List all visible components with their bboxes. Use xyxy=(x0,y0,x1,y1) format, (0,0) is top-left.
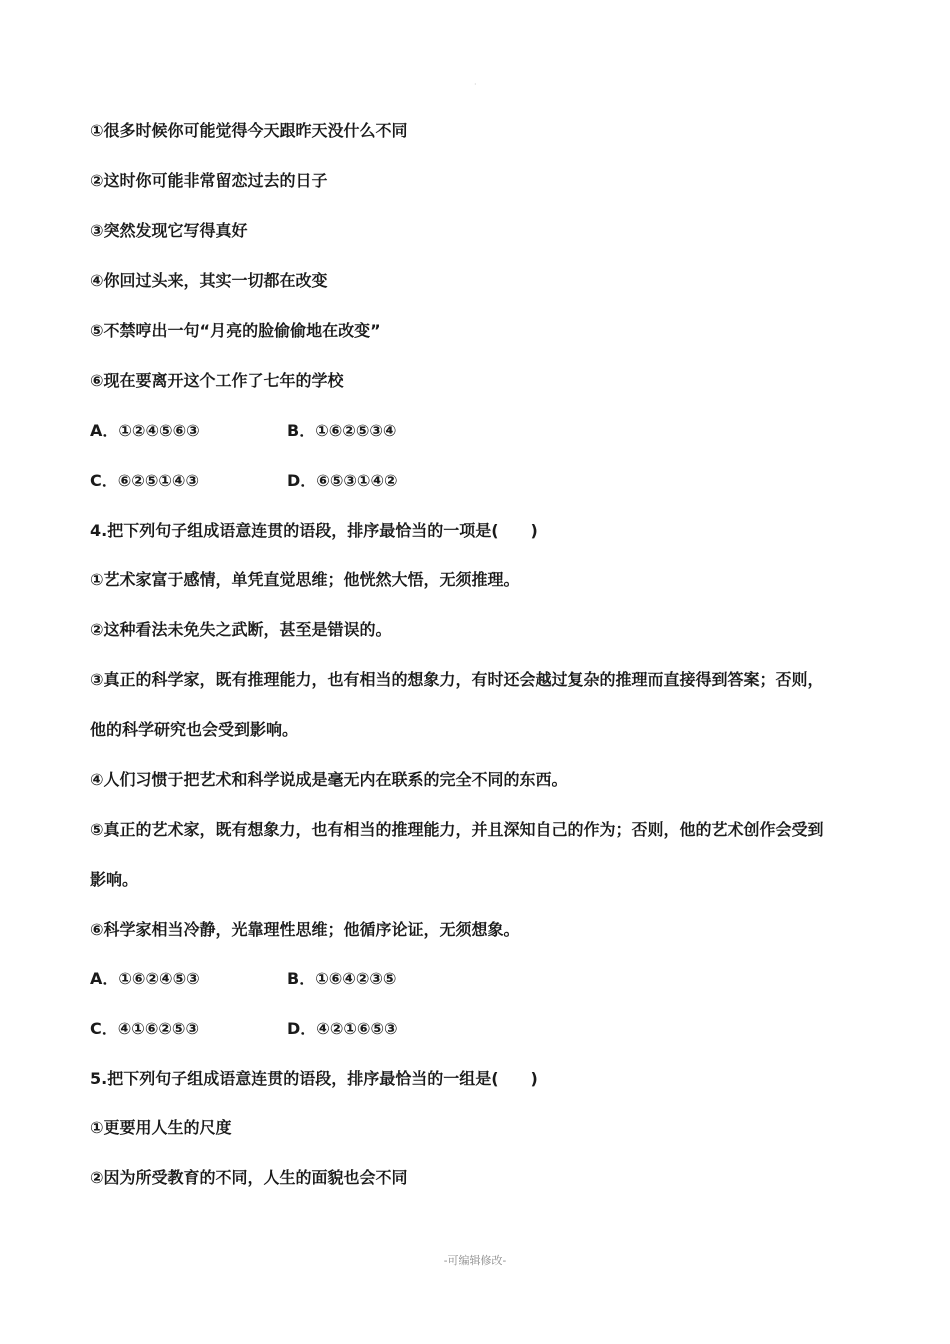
option-c-q4: C．④①⑥②⑤③ xyxy=(90,1019,200,1038)
q5-sentence-1: ①更要用人生的尺度 xyxy=(90,1118,232,1137)
q5-sentence-2: ②因为所受教育的不同，人生的面貌也会不同 xyxy=(90,1168,408,1187)
page-mark: · xyxy=(474,80,477,89)
page-footer: -可编辑修改- xyxy=(443,1254,507,1267)
option-b-q4: B．①⑥④②③⑤ xyxy=(287,969,397,988)
q4-sentence-6: ⑥科学家相当冷静，光靠理性思维；他循序论证，无须想象。 xyxy=(90,920,520,939)
question-4-stem: 4.把下列句子组成语意连贯的语段，排序最恰当的一项是( ) xyxy=(90,521,538,540)
q4-sentence-3-cont: 他的科学研究也会受到影响。 xyxy=(90,720,299,739)
q4-sentence-5-cont: 影响。 xyxy=(90,870,139,889)
q4-sentence-1: ①艺术家富于感情，单凭直觉思维；他恍然大悟，无须推理。 xyxy=(90,570,520,589)
option-a-block1: A．①②④⑤⑥③ xyxy=(90,421,200,440)
q4-sentence-3: ③真正的科学家，既有推理能力，也有相当的想象力，有时还会越过复杂的推理而直接得到答案；否则， xyxy=(90,670,824,689)
option-a-q4: A．①⑥②④⑤③ xyxy=(90,969,200,988)
question-5-stem: 5.把下列句子组成语意连贯的语段，排序最恰当的一组是( ) xyxy=(90,1069,538,1088)
option-c-block1: C．⑥②⑤①④③ xyxy=(90,471,200,490)
sentence-1-4: ④你回过头来，其实一切都在改变 xyxy=(90,271,328,290)
sentence-1-2: ②这时你可能非常留恋过去的日子 xyxy=(90,171,328,190)
sentence-1-3: ③突然发现它写得真好 xyxy=(90,221,248,240)
q4-sentence-5: ⑤真正的艺术家，既有想象力，也有相当的推理能力，并且深知自己的作为；否则，他的艺术创作会受到 xyxy=(90,820,824,839)
option-d-block1: D．⑥⑤③①④② xyxy=(287,471,398,490)
q4-sentence-4: ④人们习惯于把艺术和科学说成是毫无内在联系的完全不同的东西。 xyxy=(90,770,568,789)
option-b-block1: B．①⑥②⑤③④ xyxy=(287,421,397,440)
q4-sentence-2: ②这种看法未免失之武断，甚至是错误的。 xyxy=(90,620,392,639)
option-d-q4: D．④②①⑥⑤③ xyxy=(287,1019,398,1038)
sentence-1-1: ①很多时候你可能觉得今天跟昨天没什么不同 xyxy=(90,121,408,140)
sentence-1-6: ⑥现在要离开这个工作了七年的学校 xyxy=(90,371,344,390)
sentence-1-5: ⑤不禁哼出一句“月亮的脸偷偷地在改变” xyxy=(90,321,381,340)
